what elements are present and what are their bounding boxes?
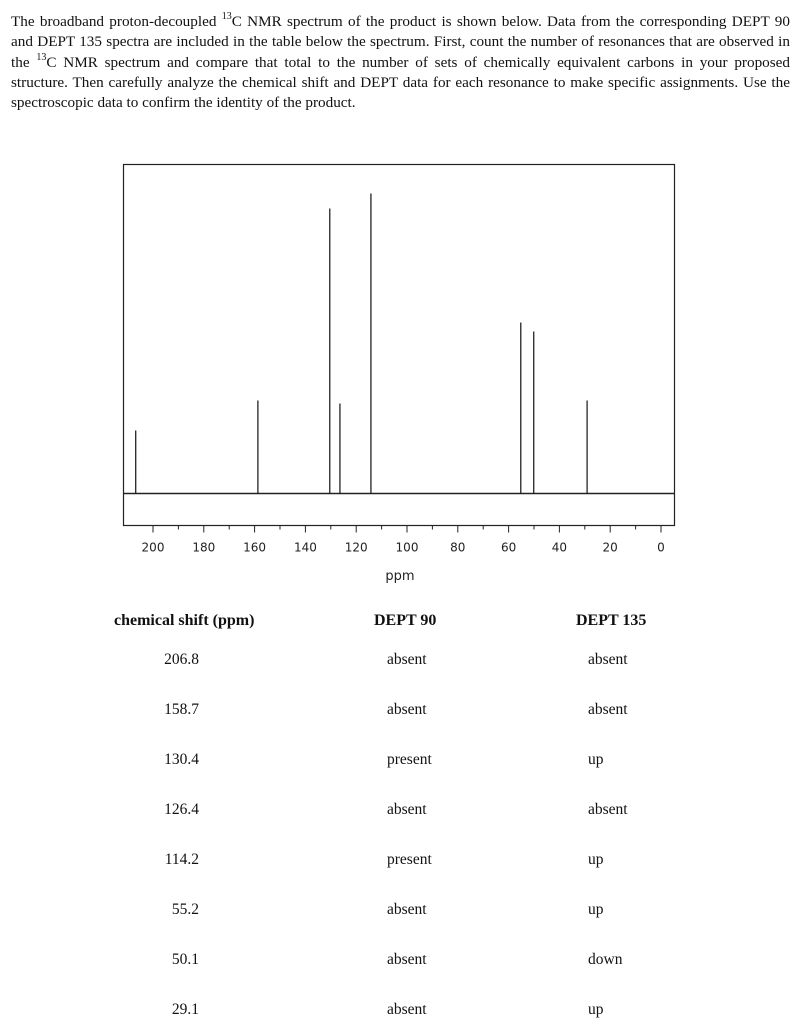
table-cell-shift: 130.4 — [164, 751, 199, 768]
table-cell-dept135: up — [588, 851, 604, 868]
table-cell-dept90: absent — [387, 701, 427, 718]
plot-frame — [124, 165, 675, 526]
table-cell-dept90: absent — [387, 951, 427, 968]
table-cell-shift: 158.7 — [164, 701, 199, 718]
table-cell-shift: 29.1 — [171, 1001, 199, 1018]
table-cell-dept90: absent — [387, 901, 427, 918]
x-tick-label: 20 — [602, 540, 618, 555]
table-cell-dept135: down — [588, 951, 623, 968]
table-cell-shift: 206.8 — [164, 651, 199, 668]
table-cell-dept135: absent — [588, 651, 628, 668]
table-cell-dept135: absent — [588, 801, 628, 818]
x-tick-label: 180 — [192, 540, 216, 555]
x-tick-label: 200 — [141, 540, 165, 555]
table-cell-dept90: present — [387, 751, 432, 768]
table-cell-shift: 55.2 — [171, 901, 199, 918]
header-dept135: DEPT 135 — [576, 612, 647, 629]
x-tick-label: 40 — [551, 540, 568, 555]
x-tick-label: 120 — [344, 540, 368, 555]
table-cell-shift: 126.4 — [164, 801, 199, 818]
table-cell-dept135: absent — [588, 701, 628, 718]
header-chemical-shift: chemical shift (ppm) — [114, 612, 255, 629]
table-cell-dept135: up — [588, 1001, 604, 1018]
x-tick-label: 160 — [243, 540, 267, 555]
x-tick-label: 0 — [657, 540, 665, 555]
problem-statement: The broadband proton-decoupled $^{13}$C NMR spectrum of the product is shown below. Data from the corresponding DEPT 90 and DEPT 135 spectra are included in the table below the spectrum. First, count the number of resonances that are observed in the $^{13}$C NMR spectrum and compare that total to the number of sets of chemically equivalent carbons in your proposed structure. Then carefully analyze the chemical shift and DEPT data for each resonance to make specific assignments. Use the spectroscopic data to confirm the identity of the product. — [11, 10, 790, 112]
header-dept90: DEPT 90 — [374, 612, 437, 629]
x-tick-label: 100 — [395, 540, 419, 555]
table-cell-dept90: absent — [387, 651, 427, 668]
x-tick-label: 140 — [293, 540, 317, 555]
table-cell-dept135: up — [588, 751, 604, 768]
table-cell-dept90: present — [387, 851, 432, 868]
table-cell-dept90: absent — [387, 1001, 427, 1018]
x-tick-label: 60 — [500, 540, 517, 555]
table-cell-dept90: absent — [387, 801, 427, 818]
table-cell-shift: 114.2 — [164, 851, 199, 868]
x-tick-label: 80 — [450, 540, 466, 555]
table-cell-dept135: up — [588, 901, 604, 918]
x-axis-title: ppm — [385, 569, 415, 584]
table-cell-shift: 50.1 — [171, 951, 199, 968]
